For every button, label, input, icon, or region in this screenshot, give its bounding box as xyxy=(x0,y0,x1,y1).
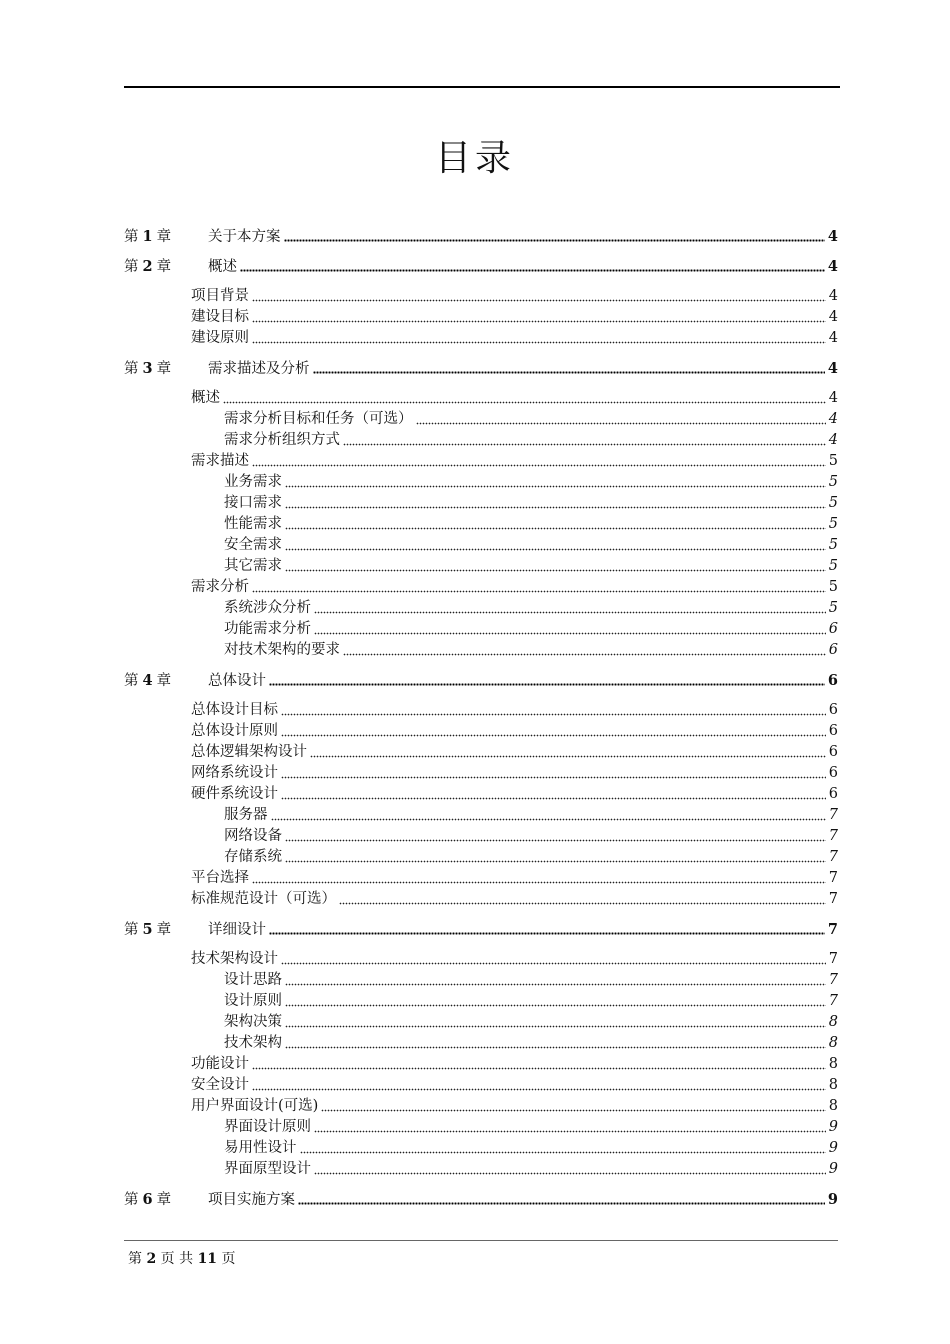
toc-dot-leader xyxy=(339,902,826,906)
toc-page-number: 8 xyxy=(828,1077,838,1093)
toc-section-entry[interactable] xyxy=(124,742,838,763)
toc-dot-leader xyxy=(281,713,826,717)
toc-chapter-prefix: 第 xyxy=(124,1192,139,1208)
toc-subsection-entry[interactable] xyxy=(124,619,838,640)
toc-dot-leader xyxy=(281,776,826,780)
toc-entry-title: 网络设备 xyxy=(224,828,282,844)
toc-entry-title: 功能设计 xyxy=(191,1056,249,1072)
toc-entry-title: 业务需求 xyxy=(224,474,282,490)
toc-section-entry[interactable] xyxy=(124,451,838,472)
toc-entry-title: 用户界面设计(可选) xyxy=(191,1098,319,1114)
toc-page-number: 7 xyxy=(828,807,838,823)
toc-page-number: 5 xyxy=(828,495,838,511)
toc-subsection-entry[interactable] xyxy=(124,472,838,493)
toc-dot-leader xyxy=(252,590,826,594)
toc-page-number: 8 xyxy=(828,1035,838,1051)
toc-chapter-prefix: 第 xyxy=(124,922,139,938)
toc-page-number: 8 xyxy=(828,1014,838,1030)
toc-subsection-entry[interactable] xyxy=(124,535,838,556)
toc-dot-leader xyxy=(269,932,825,936)
toc-dot-leader xyxy=(252,881,826,885)
toc-subsection-entry[interactable] xyxy=(124,1033,838,1054)
toc-dot-leader xyxy=(252,320,826,324)
toc-dot-leader xyxy=(252,1067,826,1071)
toc-subsection-entry[interactable] xyxy=(124,556,838,577)
toc-chapter-number xyxy=(124,919,208,941)
toc-subsection-entry[interactable] xyxy=(124,409,838,430)
toc-chapter-suffix: 章 xyxy=(156,673,172,689)
toc-chapter-no: 6 xyxy=(142,1191,153,1208)
toc-dot-leader xyxy=(240,269,825,273)
toc-chapter-suffix: 章 xyxy=(156,922,172,938)
toc-dot-leader xyxy=(285,839,826,843)
toc-page-number: 5 xyxy=(828,516,838,532)
toc-chapter-number xyxy=(124,256,208,278)
toc-chapter-number xyxy=(124,358,208,380)
toc-chapter-suffix: 章 xyxy=(156,1192,172,1208)
toc-page-number: 4 xyxy=(828,288,838,304)
toc-entry-title: 易用性设计 xyxy=(224,1140,297,1156)
toc-chapter-no: 3 xyxy=(142,360,153,377)
toc-page-number: 5 xyxy=(828,558,838,574)
toc-dot-leader xyxy=(252,464,826,468)
toc-subsection-entry[interactable] xyxy=(124,514,838,535)
toc-entry-title: 设计原则 xyxy=(224,993,282,1009)
toc-page-number: 6 xyxy=(827,672,838,689)
toc-entry-title: 架构决策 xyxy=(224,1014,282,1030)
toc-dot-leader xyxy=(343,653,826,657)
toc-section-entry[interactable] xyxy=(124,1075,838,1096)
toc-entry-title: 标准规范设计（可选） xyxy=(191,891,336,907)
toc-page-number: 6 xyxy=(828,786,838,802)
toc-section-entry[interactable] xyxy=(124,763,838,784)
toc-dot-leader xyxy=(321,1109,825,1113)
toc-subsection-entry[interactable] xyxy=(124,970,838,991)
toc-page-number: 9 xyxy=(828,1161,838,1177)
toc-entry-title: 系统涉众分析 xyxy=(224,600,311,616)
toc-entry-title: 总体设计原则 xyxy=(191,723,278,739)
toc-page-number: 7 xyxy=(827,921,838,938)
toc-dot-leader xyxy=(298,1202,825,1206)
toc-page-number: 9 xyxy=(827,1191,838,1208)
toc-dot-leader xyxy=(285,527,826,531)
toc-dot-leader xyxy=(284,239,825,243)
toc-dot-leader xyxy=(285,569,826,573)
toc-page-number: 9 xyxy=(828,1119,838,1135)
toc-dot-leader xyxy=(285,983,826,987)
toc-chapter-number xyxy=(124,1189,208,1211)
toc-dot-leader xyxy=(343,443,826,447)
toc-chapter-number xyxy=(124,670,208,692)
toc-dot-leader xyxy=(285,860,826,864)
footer-total-pages: 11 xyxy=(197,1251,218,1267)
toc-section-entry[interactable] xyxy=(124,868,838,889)
toc-entry-title: 概述 xyxy=(191,390,220,406)
toc-page-number: 6 xyxy=(828,702,838,718)
toc-dot-leader xyxy=(252,1088,826,1092)
toc-chapter-prefix: 第 xyxy=(124,229,139,245)
toc-dot-leader xyxy=(313,371,825,375)
header-rule xyxy=(124,86,840,88)
footer-suffix: 页 xyxy=(221,1251,236,1267)
toc-page-number: 4 xyxy=(827,228,838,245)
toc-entry-title: 总体逻辑架构设计 xyxy=(191,744,307,760)
toc-dot-leader xyxy=(314,1172,826,1176)
toc-dot-leader xyxy=(269,683,825,687)
footer-rule xyxy=(124,1240,838,1241)
toc-page-number: 6 xyxy=(828,621,838,637)
page-footer xyxy=(128,1248,236,1268)
toc-entry-title: 关于本方案 xyxy=(208,229,281,245)
toc-section-entry[interactable] xyxy=(124,949,838,970)
toc-dot-leader xyxy=(252,341,826,345)
toc-page-number: 6 xyxy=(828,723,838,739)
toc-dot-leader xyxy=(285,506,826,510)
toc-chapter-entry[interactable] xyxy=(124,670,838,691)
toc-entry-title: 界面设计原则 xyxy=(224,1119,311,1135)
toc-chapter-number xyxy=(124,226,208,248)
toc-entry-title: 建设原则 xyxy=(191,330,249,346)
toc-page-number: 9 xyxy=(828,1140,838,1156)
toc-chapter-suffix: 章 xyxy=(156,361,172,377)
toc-chapter-no: 1 xyxy=(142,228,153,245)
toc-entry-title: 技术架构 xyxy=(224,1035,282,1051)
toc-entry-title: 总体设计 xyxy=(208,673,266,689)
toc-section-entry[interactable] xyxy=(124,1096,838,1117)
toc-section-entry[interactable] xyxy=(124,286,838,307)
toc-section-entry[interactable] xyxy=(124,307,838,328)
toc-page-number: 8 xyxy=(828,1098,838,1114)
toc-dot-leader xyxy=(310,755,826,759)
toc-subsection-entry[interactable] xyxy=(124,1117,838,1138)
toc-page-number: 7 xyxy=(828,891,838,907)
toc-section-entry[interactable] xyxy=(124,889,838,910)
toc-subsection-entry[interactable] xyxy=(124,493,838,514)
toc-dot-leader xyxy=(223,401,826,405)
toc-page-number: 6 xyxy=(828,642,838,658)
toc-chapter-no: 5 xyxy=(142,921,153,938)
toc-subsection-entry[interactable] xyxy=(124,1012,838,1033)
toc-page-number: 5 xyxy=(828,537,838,553)
toc-entry-title: 技术架构设计 xyxy=(191,951,278,967)
toc-entry-title: 总体设计目标 xyxy=(191,702,278,718)
toc-page-number: 4 xyxy=(828,411,838,427)
toc-entry-title: 概述 xyxy=(208,259,237,275)
page-title: 目录 xyxy=(434,138,515,179)
toc-page-number: 6 xyxy=(828,765,838,781)
toc-page-number: 7 xyxy=(828,870,838,886)
toc-section-entry[interactable] xyxy=(124,700,838,721)
toc-entry-title: 服务器 xyxy=(224,807,268,823)
toc-dot-leader xyxy=(285,1004,826,1008)
toc-section-entry[interactable] xyxy=(124,721,838,742)
toc-chapter-prefix: 第 xyxy=(124,673,139,689)
toc-dot-leader xyxy=(314,1130,826,1134)
toc-entry-title: 功能需求分析 xyxy=(224,621,311,637)
table-of-contents xyxy=(124,226,838,1219)
toc-chapter-entry[interactable] xyxy=(124,358,838,379)
toc-entry-title: 需求描述及分析 xyxy=(208,361,310,377)
toc-page-number: 4 xyxy=(828,390,838,406)
toc-dot-leader xyxy=(285,1025,826,1029)
toc-entry-title: 安全需求 xyxy=(224,537,282,553)
toc-page-number: 4 xyxy=(828,309,838,325)
toc-section-entry[interactable] xyxy=(124,784,838,805)
toc-entry-title: 平台选择 xyxy=(191,870,249,886)
toc-page-number: 8 xyxy=(828,1056,838,1072)
toc-entry-title: 性能需求 xyxy=(224,516,282,532)
toc-entry-title: 设计思路 xyxy=(224,972,282,988)
toc-section-entry[interactable] xyxy=(124,1054,838,1075)
toc-entry-title: 项目实施方案 xyxy=(208,1192,295,1208)
toc-subsection-entry[interactable] xyxy=(124,1138,838,1159)
toc-page-number: 7 xyxy=(828,951,838,967)
toc-dot-leader xyxy=(281,797,826,801)
footer-prefix: 第 xyxy=(128,1251,142,1267)
toc-page-number: 7 xyxy=(828,993,838,1009)
toc-subsection-entry[interactable] xyxy=(124,991,838,1012)
toc-entry-title: 项目背景 xyxy=(191,288,249,304)
toc-subsection-entry[interactable] xyxy=(124,598,838,619)
toc-chapter-entry[interactable] xyxy=(124,919,838,940)
toc-entry-title: 需求描述 xyxy=(191,453,249,469)
toc-dot-leader xyxy=(271,818,826,822)
toc-subsection-entry[interactable] xyxy=(124,826,838,847)
toc-page-number: 5 xyxy=(828,453,838,469)
toc-entry-title: 安全设计 xyxy=(191,1077,249,1093)
toc-entry-title: 需求分析组织方式 xyxy=(224,432,340,448)
toc-chapter-suffix: 章 xyxy=(156,229,172,245)
toc-dot-leader xyxy=(314,632,826,636)
toc-page-number: 4 xyxy=(827,258,838,275)
toc-subsection-entry[interactable] xyxy=(124,1159,838,1180)
toc-page-number: 7 xyxy=(828,849,838,865)
toc-chapter-suffix: 章 xyxy=(156,259,172,275)
toc-entry-title: 详细设计 xyxy=(208,922,266,938)
toc-entry-title: 界面原型设计 xyxy=(224,1161,311,1177)
toc-dot-leader xyxy=(281,962,826,966)
toc-page-number: 5 xyxy=(828,579,838,595)
toc-entry-title: 硬件系统设计 xyxy=(191,786,278,802)
toc-entry-title: 需求分析 xyxy=(191,579,249,595)
toc-chapter-prefix: 第 xyxy=(124,259,139,275)
toc-entry-title: 网络系统设计 xyxy=(191,765,278,781)
toc-entry-title: 接口需求 xyxy=(224,495,282,511)
toc-page-number: 4 xyxy=(828,432,838,448)
toc-subsection-entry[interactable] xyxy=(124,805,838,826)
toc-subsection-entry[interactable] xyxy=(124,430,838,451)
toc-dot-leader xyxy=(252,299,826,303)
toc-section-entry[interactable] xyxy=(124,577,838,598)
toc-dot-leader xyxy=(285,485,826,489)
footer-page-number: 2 xyxy=(146,1251,157,1267)
toc-dot-leader xyxy=(285,1046,826,1050)
toc-entry-title: 建设目标 xyxy=(191,309,249,325)
toc-chapter-entry[interactable] xyxy=(124,1189,838,1210)
toc-subsection-entry[interactable] xyxy=(124,640,838,661)
footer-middle: 页 共 xyxy=(160,1251,194,1267)
toc-page-number: 4 xyxy=(827,360,838,377)
toc-chapter-no: 4 xyxy=(142,672,153,689)
toc-dot-leader xyxy=(300,1151,826,1155)
toc-page-number: 5 xyxy=(828,600,838,616)
toc-section-entry[interactable] xyxy=(124,388,838,409)
toc-entry-title: 需求分析目标和任务（可选） xyxy=(224,411,413,427)
toc-subsection-entry[interactable] xyxy=(124,847,838,868)
toc-section-entry[interactable] xyxy=(124,328,838,349)
toc-chapter-prefix: 第 xyxy=(124,361,139,377)
toc-page-number: 7 xyxy=(828,972,838,988)
toc-page-number: 6 xyxy=(828,744,838,760)
toc-dot-leader xyxy=(285,548,826,552)
toc-chapter-entry[interactable] xyxy=(124,256,838,277)
toc-entry-title: 其它需求 xyxy=(224,558,282,574)
toc-entry-title: 对技术架构的要求 xyxy=(224,642,340,658)
toc-page-number: 5 xyxy=(828,474,838,490)
toc-chapter-no: 2 xyxy=(142,258,153,275)
toc-dot-leader xyxy=(416,422,826,426)
toc-page-number: 7 xyxy=(828,828,838,844)
toc-dot-leader xyxy=(281,734,826,738)
toc-dot-leader xyxy=(314,611,826,615)
toc-page-number: 4 xyxy=(828,330,838,346)
toc-entry-title: 存储系统 xyxy=(224,849,282,865)
toc-chapter-entry[interactable] xyxy=(124,226,838,247)
